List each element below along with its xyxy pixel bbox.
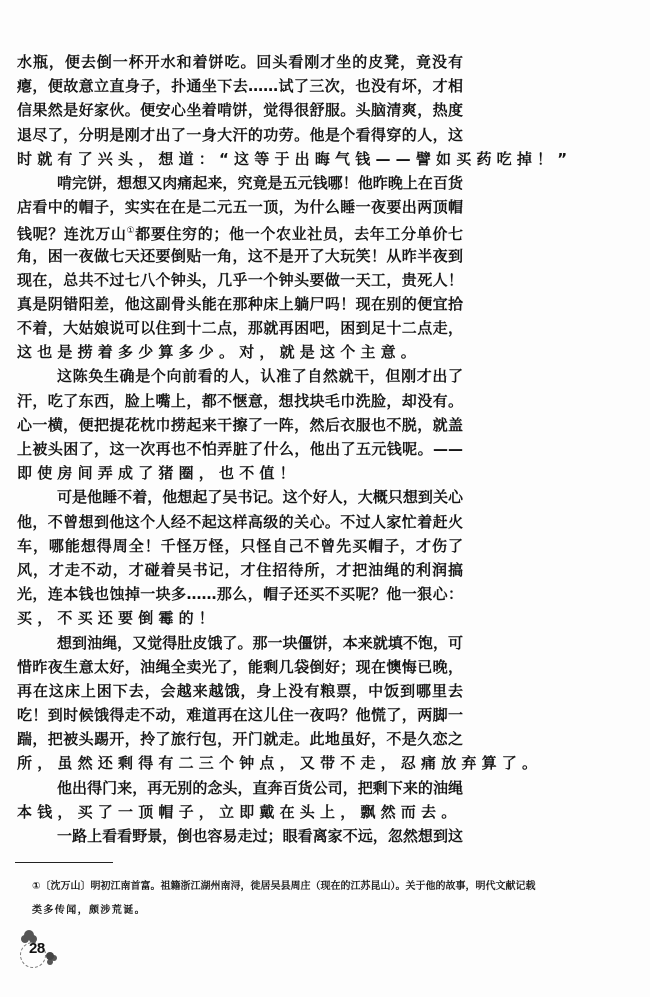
body-text — [17, 50, 573, 848]
text-line: 瘪，便故意立直身子，扑通坐下去……试了三次，也没有坏，才相 — [17, 77, 463, 96]
text-line: 时就有了兴头，想道：“这等于出晦气钱——譬如买药吃掉！” — [17, 149, 573, 168]
page-number: 28 — [29, 940, 45, 957]
text-segment: 钱呢？连沈万山 — [17, 225, 127, 244]
text-line: 这也是捞着多少算多少。对，就是这个主意。 — [17, 343, 422, 362]
text-line: 心一横，便把提花枕巾捞起来干擦了一阵，然后衣服也不脱，就盖 — [17, 415, 463, 434]
page-number-ornament — [16, 930, 60, 968]
footnote — [32, 876, 536, 924]
text-line: 店看中的帽子，实实在在是二元五一顶，为什么睡一夜要出两顶帽 — [17, 198, 463, 217]
flower-ornament-icon — [24, 930, 34, 940]
text-segment: 都要住穷的；他一个农业社员，去年工分单价七 — [135, 225, 463, 244]
footnote-line: 类多传闻，颇涉荒诞。 — [32, 905, 146, 916]
text-line: 所，虽然还剩得有二三个钟点，又带不走，忍痛放弃算了。 — [17, 754, 543, 773]
text-line: 车，哪能想得周全！千怪万怪，只怪自己不曾先买帽子，才伤了 — [17, 536, 463, 555]
flower-ornament-icon — [46, 952, 54, 960]
footnote-separator-rule — [15, 862, 113, 863]
text-line: 吃！到时候饿得走不动，难道再在这儿住一夜吗？他慌了，两脚一 — [17, 706, 463, 725]
text-line: 退尽了，分明是刚才出了一身大汗的功劳。他是个看得穿的人，这 — [17, 125, 463, 144]
text-line: 本钱，买了一顶帽子，立即戴在头上，飘然而去。 — [17, 802, 462, 821]
text-line: 真是阴错阳差，他这副骨头能在那种床上躺尸吗！现在别的便宜拾 — [17, 294, 463, 313]
text-line: 光，连本钱也蚀掉一块多……那么，帽子还买不买呢？他一狠心： — [17, 585, 463, 604]
text-line: 他，不曾想到他这个人经不起这样高级的关心。不过人家忙着赶火 — [17, 512, 463, 531]
paragraph-start-line: 可是他睡不着，他想起了吴书记。这个好人，大概只想到关心 — [57, 488, 463, 507]
text-line-with-footnote-ref — [17, 219, 463, 243]
paragraph-start-line: 啃完饼，想想又肉痛起来，究竟是五元钱哪！他昨晚上在百货 — [57, 173, 463, 192]
text-line: 买，不买还要倒霉的！ — [17, 609, 220, 628]
text-line: 现在，总共不过七八个钟头，几乎一个钟头要做一天工，贵死人！ — [17, 270, 463, 289]
text-line: 水瓶，便去倒一杯开水和着饼吃。回头看刚才坐的皮凳，竟没有 — [17, 53, 463, 71]
text-line: 信果然是好家伙。便安心坐着啃饼，觉得很舒服。头脑清爽，热度 — [17, 101, 463, 120]
paragraph-start-line: 他出得门来，再无别的念头，直奔百货公司，把剩下来的油绳 — [57, 778, 463, 797]
text-line: 再在这床上困下去，会越来越饿，身上没有粮票，中饭到哪里去 — [17, 681, 463, 700]
text-line: 惜昨夜生意太好，油绳全卖光了，能剩几袋倒好；现在懊悔已晚， — [17, 657, 463, 676]
footnote-reference-link[interactable]: ① — [126, 226, 136, 237]
footnote-line: ①〔沈万山〕明初江南首富。祖籍浙江湖州南浔，徙居吴县周庄（现在的江苏昆山）。关于他的故事，明代文献记载 — [32, 881, 536, 892]
paragraph-start-line: 一路上看看野景，倒也容易走过；眼看离家不远，忽然想到这 — [57, 827, 463, 845]
text-line: 踹，把被头踢开，拎了旅行包，开门就走。此地虽好，不是久恋之 — [17, 730, 463, 749]
paragraph-start-line: 想到油绳，又觉得肚皮饿了。那一块僵饼，本来就填不饱，可 — [57, 633, 463, 652]
text-line: 角，困一夜做七天还要倒贴一角，这不是开了大玩笑！从昨半夜到 — [17, 246, 463, 265]
paragraph-start-line: 这陈奂生确是个向前看的人，认准了自然就干，但刚才出了 — [57, 367, 463, 386]
text-line: 不着，大姑娘说可以住到十二点，那就再困吧，困到足十二点走， — [17, 319, 463, 338]
text-line: 汗，吃了东西，脸上嘴上，都不惬意，想找块毛巾洗脸，却没有。 — [17, 391, 463, 410]
text-line: 风，才走不动，才碰着吴书记，才住招待所，才把油绳的利润搞 — [17, 560, 463, 579]
text-line: 上被头困了，这一次再也不怕弄脏了什么，他出了五元钱呢。—— — [17, 440, 463, 458]
text-line: 即使房间弄成了猪圈，也不值！ — [17, 464, 300, 483]
